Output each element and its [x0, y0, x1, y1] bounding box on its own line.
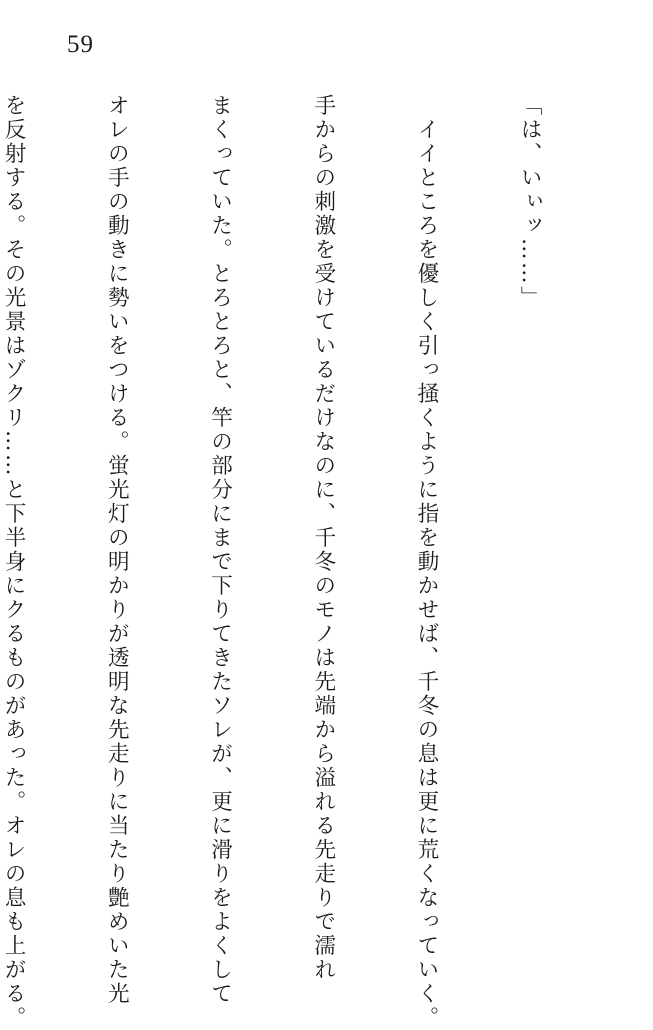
page-number: 59: [67, 31, 94, 58]
text-line: イイところを優しく引っ掻くように指を動かせば、千冬の息は更に荒くなっていく。: [413, 94, 439, 1030]
text-line: 「は、いぃッ……」: [517, 94, 543, 310]
text-line: まくっていた。とろとろと、竿の部分にまで下りてきたソレが、更に滑りをよくして: [207, 94, 233, 1006]
text-line: 手からの刺激を受けているだけなのに、千冬のモノは先端から溢れる先走りで濡れ: [310, 94, 336, 982]
text-line: オレの手の動きに勢いをつける。蛍光灯の明かりが透明な先走りに当たり艶めいた光: [104, 94, 130, 1006]
text-line: を反射する。その光景はゾクリ……と下半身にクるものがあった。オレの息も上がる。: [1, 94, 27, 1030]
body-text: [0, 94, 615, 1030]
